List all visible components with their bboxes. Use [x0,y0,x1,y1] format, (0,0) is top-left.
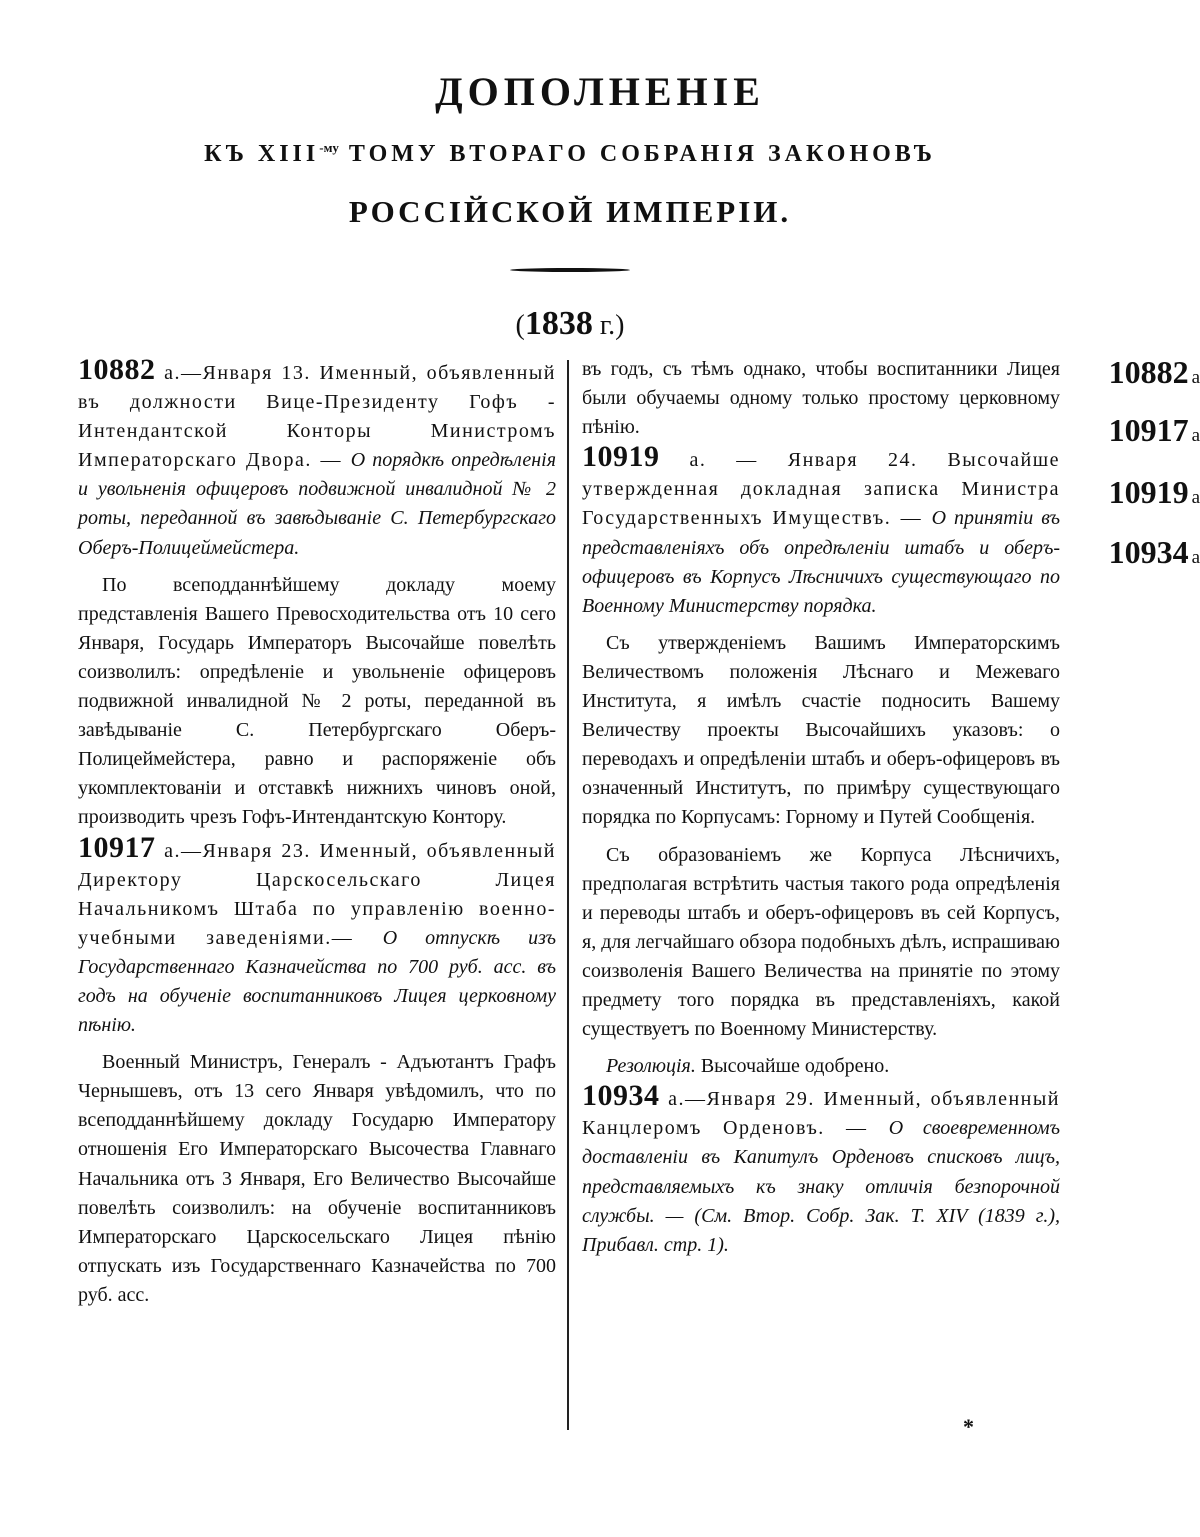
entry-number: 10934 [582,1079,660,1113]
resolution [582,1052,1060,1081]
entry-10882-heading [78,355,556,563]
right-column [582,355,1060,1260]
year-suffix: г.) [592,310,625,341]
subtitle-suffix: ТОМУ ВТОРАГО СОБРАНІЯ ЗАКОНОВЪ [338,141,936,167]
entry-10934-heading [582,1081,1060,1260]
entry-title: О порядкѣ опредѣленія и увольненія офицеровъ подвижной инвалидной № 2 роты, переданной въ завѣдываніе С. Петербургскаго Оберъ-Полицеймейстера. [78,449,556,559]
entry-header-text: а.—Января 29. Именный, объявленный Канцлеромъ Орденовъ. — [582,1088,1060,1140]
footnote-star: * [963,1414,974,1439]
margin-ref-10919 [1109,474,1200,511]
resolution-label: Резолюція. [606,1055,696,1078]
entry-header-text: а.—Января 13. Именный, объявленный въ должности Вице-Президенту Гофъ - Интендантской Конторы Министромъ Императорскаго Двора. — [78,362,556,472]
column-divider [567,360,569,1430]
margin-ref-suffix: а [1191,547,1200,568]
entry-header-text: а. — Января 24. Высочайше утвержденная докладная записка Министра Государственныхъ Имуществъ. — [582,449,1060,530]
page-subtitle [0,140,1140,168]
year-open-paren: ( [515,310,525,341]
resolution-text: Высочайше одобрено. [695,1055,890,1078]
margin-ref-10934 [1109,534,1200,571]
entry-10919-body-1: Съ утвержденіемъ Вашимъ Императорскимъ Величествомъ положенія Лѣснаго и Межеваго Института, я имѣлъ счастіе подносить Вашему Величеству проекты Высочайшихъ указовъ: о переводахъ и опредѣленіи штабъ и оберъ-офицеровъ въ означенный Институтъ, по примѣру существующаго порядка по Корпусамъ: Горному и Путей Сообщенія. [582,631,1060,829]
entry-10882-body: По всеподданнѣйшему докладу моему представленія Вашего Превосходительства отъ 10 сего Января, Государь Императоръ Высочайше повелѣть соизволилъ: опредѣленіе и увольненіе офицеровъ подвижной инвалидной № 2 роты, переданной въ завѣдываніе С. Петербургскаго Оберъ-Полицеймейстера, равно и распоряженіе объ укомплектованіи и отставкѣ нижнихъ чиновъ оной, производить чрезъ Гофъ-Интендантскую Контору. [78,573,556,829]
margin-ref-10917 [1109,412,1200,449]
page-subtitle-empire: РОССІЙСКОЙ ИМПЕРІИ. [348,194,792,229]
entry-10919-body-2: Съ образованіемъ же Корпуса Лѣсничихъ, предполагая встрѣтить частыя такого рода опредѣленія и переводы штабъ и оберъ-офицеровъ въ сей Корпусъ, я, для легчайшаго обзора подобныхъ дѣлъ, испрашиваю соизволенія Вашего Величества на принятіе по этому предмету того порядка въ представленіяхъ, какой существуетъ по Военному Министерству. [582,843,1060,1041]
left-column [78,355,556,1310]
margin-ref-10882 [1109,354,1200,391]
year-heading [0,305,1140,343]
margin-ref-suffix: а [1191,367,1200,388]
entry-header-text: а.—Января 23. Именный, объявленный Директору Царскосельскаго Лицея Начальникомъ Штаба по управленію военно-учебными заведеніями.— [78,839,556,949]
entry-number: 10882 [78,353,156,386]
entry-10917-body: Военный Министръ, Генералъ - Адъютантъ Графъ Чернышевъ, отъ 13 сего Января увѣдомилъ, что по всеподданнѣйшему докладу Государю Императору отношенія Его Императорскаго Высочества Главнаго Начальника отъ 3 Января, Его Величество Высочайше повелѣть соизволилъ: на обученіе воспитанниковъ Императорскаго Царскосельскаго Лицея пѣнію отпускать изъ Государственнаго Казначейства по 700 руб. асс. [78,1051,556,1306]
margin-ref-suffix: а [1191,487,1200,508]
margin-ref-number: 10882 [1108,354,1189,390]
entry-10919-heading [582,442,1060,621]
subtitle-superscript: -му [319,140,339,155]
entry-title: О своевременномъ доставленіи въ Капитулъ Орденовъ списковъ лицъ, представляемыхъ къ знаку отличія безпорочной службы. — (См. Втор. Собр. Зак. Т. XIV (1839 г.), Прибавл. стр. 1). [582,1117,1060,1256]
decorative-rule [510,268,630,272]
margin-ref-number: 10917 [1108,412,1189,448]
entry-number: 10919 [582,440,660,474]
entry-title: О отпускѣ изъ Государственнаго Казначейства по 700 руб. асс. въ годъ на обученіе воспитанниковъ Лицея церковному пѣнію. [78,926,556,1037]
entry-10917-continuation: въ годъ, съ тѣмъ однако, чтобы воспитанники Лицея были обучаемы одному только простому церковному пѣнію. [582,358,1060,439]
entry-title: О принятіи въ представленіяхъ объ опредѣленіи штабъ и оберъ-офицеровъ въ Корпусъ Лѣсничихъ существующаго по Военному Министерству порядка. [582,507,1061,617]
margin-ref-number: 10934 [1108,534,1189,570]
entry-number: 10917 [78,830,156,864]
margin-ref-number: 10919 [1108,474,1189,510]
entry-10917-heading [78,830,556,1041]
subtitle-prefix: КЪ XIII [204,141,320,167]
year-number: 1838 [524,305,593,342]
margin-ref-suffix: а [1191,425,1200,446]
page-title: ДОПОЛНЕНІЕ [435,69,765,114]
